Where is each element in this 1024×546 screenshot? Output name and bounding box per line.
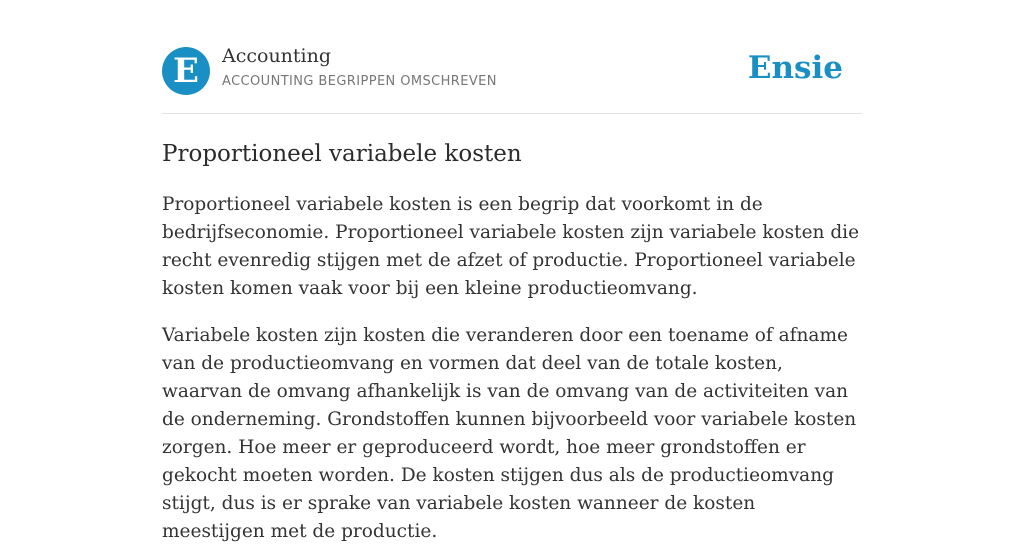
header xyxy=(162,0,862,114)
page xyxy=(162,0,862,546)
site-logo[interactable]: E xyxy=(162,47,210,95)
brand-logo[interactable]: Ensie xyxy=(747,50,843,86)
site-subtitle: ACCOUNTING BEGRIPPEN OMSCHREVEN xyxy=(222,74,497,89)
article-paragraph: Proportioneel variabele kosten is een begrip dat voorkomt in de bedrijfseconomie. Proportioneel variabele kosten zijn variabele kosten die recht evenredig stijgen met de afzet of productie. Proportioneel variabele kosten komen vaak voor bij een kleine productieomvang. xyxy=(162,194,860,299)
site-title[interactable]: Accounting xyxy=(222,45,332,67)
article-paragraph: Variabele kosten zijn kosten die veranderen door een toename of afname van de productieomvang en vormen dat deel van de totale kosten, waarvan de omvang afhankelijk is van de omvang van de activiteiten van de onderneming. Grondstoffen kunnen bijvoorbeeld voor variabele kosten zorgen. Hoe meer er geproduceerd wordt, hoe meer grondstoffen er gekocht moeten worden. De kosten stijgen dus als de productieomvang stijgt, dus is er sprake van variabele kosten wanneer de kosten meestijgen met de productie. xyxy=(162,325,857,542)
article-title: Proportioneel variabele kosten xyxy=(162,141,522,167)
